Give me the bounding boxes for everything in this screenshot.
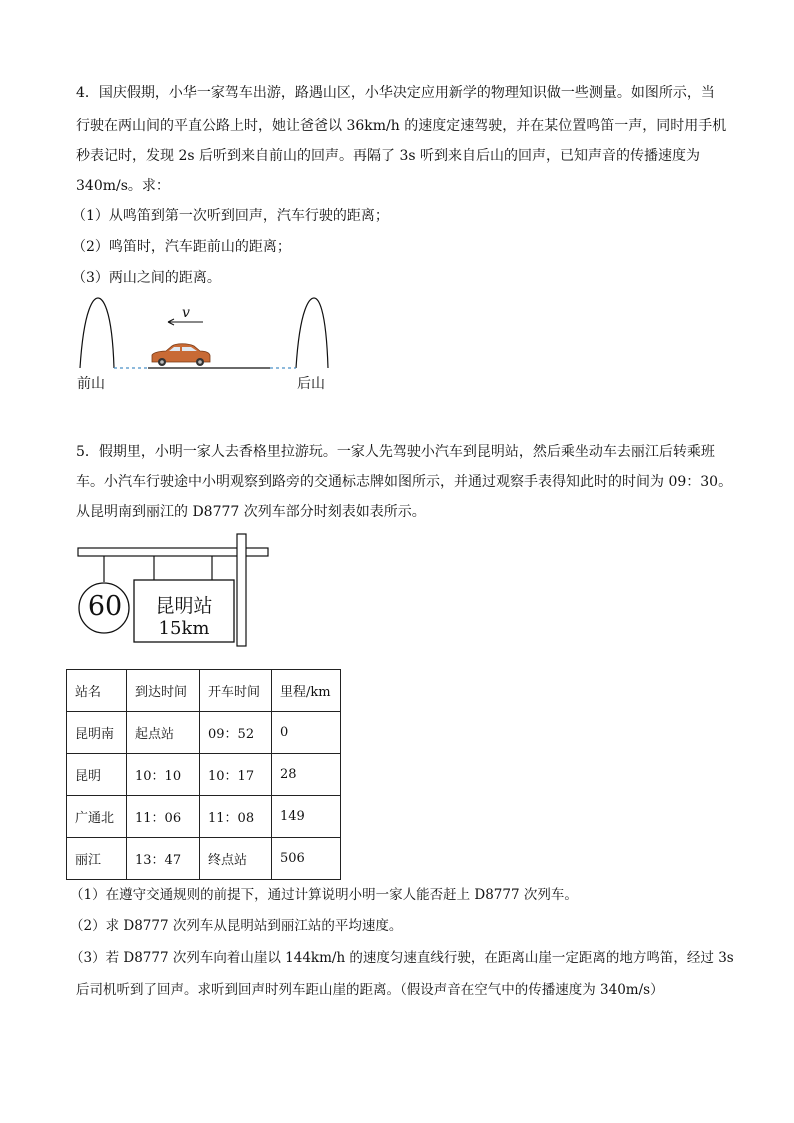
car-icon (152, 344, 210, 366)
table-row (67, 754, 341, 796)
table-row (67, 838, 341, 880)
table-row (67, 712, 341, 754)
table-cell: 506 (272, 838, 341, 880)
table-cell: 13：47 (127, 838, 200, 880)
front-mountain-label: 前山 (77, 376, 105, 392)
table-cell: 0 (272, 712, 341, 754)
table-cell: 起点站 (127, 712, 200, 754)
sign-distance: 15km (158, 618, 210, 639)
q4-sub-3: （3）两山之间的距离。 (72, 270, 221, 286)
table-header-row (67, 670, 341, 712)
header-cell: 站名 (67, 670, 127, 712)
table-cell: 终点站 (200, 838, 272, 880)
speed-limit-value: 60 (87, 591, 123, 622)
table-cell: 广通北 (67, 796, 127, 838)
table-cell: 11：08 (200, 796, 272, 838)
q5-sub-3-cont: 后司机听到了回声。求听到回声时列车距山崖的距离。（假设声音在空气中的传播速度为 340m/s） (76, 982, 664, 998)
table-cell: 10：10 (127, 754, 200, 796)
q5-line-2: 车。小汽车行驶途中小明观察到路旁的交通标志牌如图所示，并通过观察手表得知此时的时间为 09：30。 (76, 474, 733, 490)
velocity-label: v (182, 305, 190, 321)
sign-station: 昆明站 (155, 595, 213, 617)
header-cell: 到达时间 (127, 670, 200, 712)
q4-line-3: 秒表记时，发现 2s 后听到来自前山的回声。再隔了 3s 听到来自后山的回声，已知声音的传播速度为 (76, 148, 700, 164)
q5-sub-3: （3）若 D8777 次列车向着山崖以 144km/h 的速度匀速直线行驶，在距离山崖一定距离的地方鸣笛，经过 3s (70, 950, 734, 966)
table-cell: 丽江 (67, 838, 127, 880)
q4-line-4: 340m/s。求： (76, 178, 170, 194)
q5-line-1: 5．假期里，小明一家人去香格里拉游玩。一家人先驾驶小汽车到昆明站，然后乘坐动车去丽江后转乘班 (76, 444, 715, 460)
header-cell: 开车时间 (200, 670, 272, 712)
q4-line-1: 4．国庆假期，小华一家驾车出游，路遇山区，小华决定应用新学的物理知识做一些测量。如图所示，当 (76, 85, 715, 101)
table-cell: 昆明 (67, 754, 127, 796)
back-mountain (296, 298, 328, 368)
front-mountain (80, 298, 114, 368)
table-cell: 149 (272, 796, 341, 838)
q5-sub-2: （2）求 D8777 次列车从昆明站到丽江站的平均速度。 (70, 918, 403, 934)
q5-line-3: 从昆明南到丽江的 D8777 次列车部分时刻表如表所示。 (76, 504, 426, 520)
table-cell: 10：17 (200, 754, 272, 796)
table-row (67, 796, 341, 838)
header-cell: 里程/km (272, 670, 341, 712)
q4-sub-2: （2）鸣笛时，汽车距前山的距离； (72, 239, 291, 255)
timetable (66, 669, 341, 880)
table-cell: 28 (272, 754, 341, 796)
q4-sub-1: （1）从鸣笛到第一次听到回声，汽车行驶的距离； (72, 208, 389, 224)
table-cell: 11：06 (127, 796, 200, 838)
table-cell: 昆明南 (67, 712, 127, 754)
back-mountain-label: 后山 (297, 376, 325, 392)
q4-line-2: 行驶在两山间的平直公路上时，她让爸爸以 36km/h 的速度定速驾驶，并在某位置鸣笛一声，同时用手机 (76, 118, 727, 134)
q5-sub-1: （1）在遵守交通规则的前提下，通过计算说明小明一家人能否赶上 D8777 次列车。 (70, 887, 578, 903)
table-cell: 09：52 (200, 712, 272, 754)
